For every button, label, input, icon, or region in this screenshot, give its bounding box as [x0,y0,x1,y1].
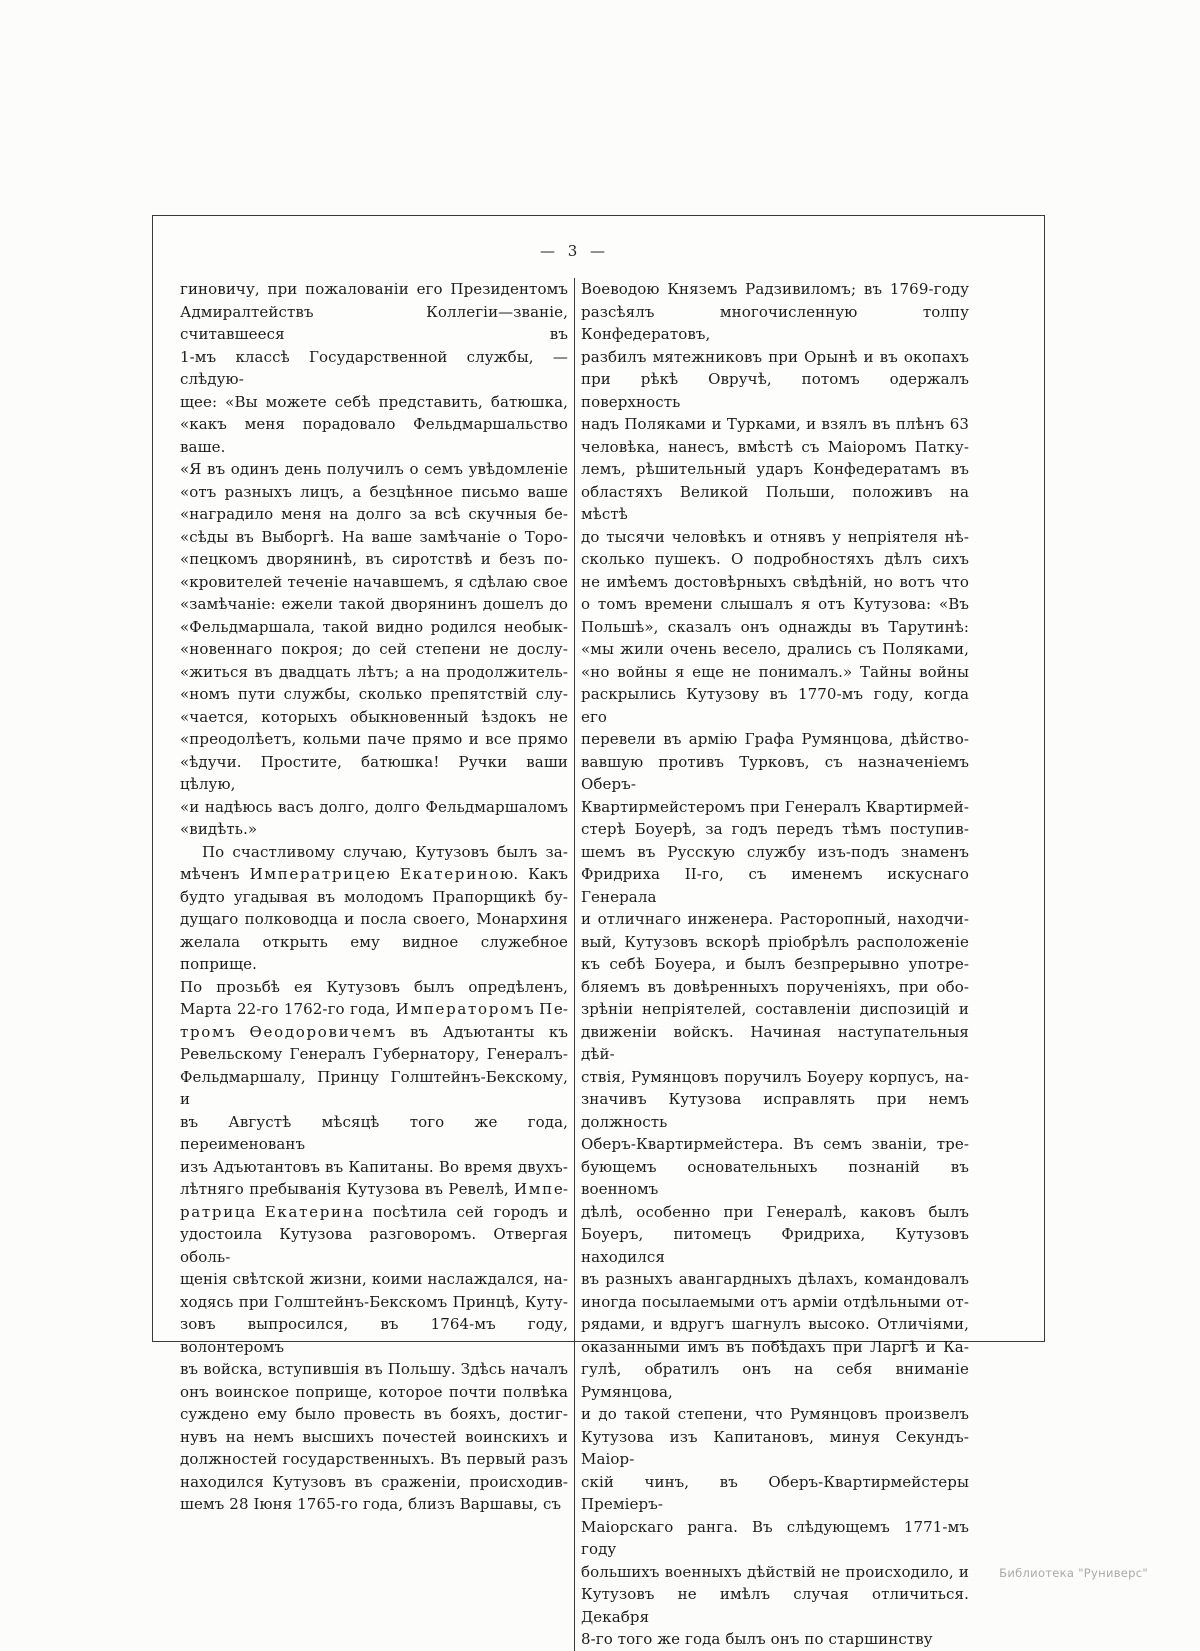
text-line: «кровителей теченіе начавшемъ, я сдѣлаю свое [180,572,568,591]
text-line: «Фельдмаршала, такой видно родился необык- [180,617,568,636]
text-line: Марта 22-го 1762-го года, И м п е р а т о р о м ъ П е- [180,1000,568,1018]
text-line: Маіорскаго ранга. Въ слѣдующемъ 1771-мъ году [581,1517,969,1558]
text-line: областяхъ Великой Польши, положивъ на мѣстѣ [581,482,969,523]
watermark-text: Библиотека "Руниверс" [999,1566,1148,1580]
left-column [180,278,575,1651]
text-line: о томъ времени слышалъ я отъ Кутузова: «Въ [581,595,969,613]
text-line: и до такой степени, что Румянцовъ произвелъ [581,1405,969,1423]
text-line: перевели въ армію Графа Румянцова, дѣйство- [581,730,969,748]
text-line: р а т р и ц а Е к а т е р и н а посѣтила сей городъ и [180,1202,568,1221]
text-line: Ревельскому Генералъ Губернатору, Генералъ- [180,1045,568,1063]
text-line: ствія, Румянцовъ поручилъ Боуеру корпусъ, на- [581,1067,969,1086]
text-line: По прозьбѣ ея Кутузовъ былъ опредѣленъ, [180,977,568,996]
text-line: «преодолѣетъ, кольми паче прямо и все прямо [180,730,568,748]
text-line: въ Августѣ мѣсяцѣ того же года, переименованъ [180,1112,568,1153]
text-line: мѣченъ И м п е р а т р и ц е ю Е к а т е р и н о ю. Какъ [180,865,568,883]
text-line: разбилъ мятежниковъ при Орынѣ и въ окопахъ [581,347,969,366]
text-line: Адмиралтействъ Коллегіи—званіе, считавшееся въ [180,302,568,343]
text-line: «но войны я еще не понималъ.» Тайны войны [581,662,969,681]
text-line: «пецкомъ дворянинѣ, въ сиротствѣ и безъ по- [180,550,568,568]
text-line: стерѣ Боуерѣ, за годъ передъ тѣмъ поступив- [581,820,969,838]
text-line: Кутузовъ не имѣлъ случая отличиться. Декабря [581,1585,969,1626]
text-line: желала открыть ему видное служебное поприще. [180,932,568,973]
text-line: дѣлѣ, особенно при Генералѣ, каковъ былъ [581,1202,969,1221]
text-line: лѣтняго пребыванія Кутузова въ Ревелѣ, И м п е- [180,1180,568,1198]
text-line: суждено ему было провесть въ бояхъ, достиг- [180,1405,568,1423]
text-line: «чается, которыхъ обыкновенный ѣздокъ не [180,707,568,726]
text-columns [180,278,969,1651]
text-line: при рѣкѣ Овручѣ, потомъ одержалъ поверхность [581,370,969,411]
text-line: «мы жили очень весело, дрались съ Поляками, [581,640,969,658]
text-line: должностей государственныхъ. Въ первый разъ [180,1450,568,1468]
text-line: сколько пушекъ. О подробностяхъ дѣлъ сихъ [581,550,969,568]
text-line: значивъ Кутузова исправлять при немъ должность [581,1090,969,1131]
text-line: зовъ выпросился, въ 1764-мъ году, волонтеромъ [180,1315,568,1356]
text-line: движеніи войскъ. Начиная наступательныя дѣй- [581,1022,969,1063]
text-line: щенія свѣтской жизни, коими наслаждался, на- [180,1270,568,1288]
paragraph [180,278,568,841]
text-line: скій чинъ, въ Оберъ-Квартирмейстеры Преміеръ- [581,1472,969,1513]
text-line: бляемъ въ довѣренныхъ порученіяхъ, при обо- [581,977,969,996]
text-line: нувъ на немъ высшихъ почестей воинскихъ и [180,1427,568,1446]
text-line: 1-мъ классѣ Государственной службы, — слѣдую- [180,347,568,388]
text-line: Оберъ-Квартирмейстера. Въ семъ званіи, тре- [581,1135,969,1153]
text-line: и отличнаго инженера. Расторопный, находчи- [581,910,969,928]
text-line: разсѣялъ многочисленную толпу Конфедератовъ, [581,302,969,343]
text-line: «и надѣюсь васъ долго, долго Фельдмаршаломъ [180,797,568,816]
text-line: шемъ 28 Іюня 1765-го года, близъ Варшавы, съ [180,1495,562,1513]
text-line: вавшую противъ Турковъ, съ назначеніемъ Оберъ- [581,752,969,793]
text-line: Кутузова изъ Капитановъ, минуя Секундъ-Маіор- [581,1427,969,1468]
text-line: рядами, и вдругъ шагнулъ высоко. Отличіями, [581,1315,969,1333]
text-line: 8-го того же года былъ онъ по старшинству [581,1630,933,1648]
page-frame [152,215,1045,1648]
text-line: Фельдмаршалу, Принцу Голштейнъ-Бекскому, и [180,1067,568,1108]
text-line: По счастливому случаю, Кутузовъ былъ за- [202,842,568,861]
text-line: «новеннаго покроя; до сей степени не дослу- [180,640,568,658]
text-line: ходясь при Голштейнъ-Бекскомъ Принцѣ, Куту- [180,1292,568,1311]
text-line: удостоила Кутузова разговоромъ. Отвергая оболь- [180,1225,568,1266]
text-line: въ войска, вступившія въ Польшу. Здѣсь началъ [180,1360,568,1378]
text-line: въ разныхъ авангардныхъ дѣлахъ, командовалъ [581,1270,969,1288]
text-line: дущаго полководца и посла своего, Монархиня [180,910,568,928]
text-line: къ себѣ Боуера, и былъ безпрерывно употре- [581,955,969,973]
text-line: «номъ пути службы, сколько препятствій слу- [180,685,568,703]
text-line: Воеводою Княземъ Радзивиломъ; въ 1769-году [581,280,969,298]
text-line: оказанными имъ въ побѣдахъ при Ларгѣ и Ка- [581,1337,969,1356]
text-line: шемъ въ Русскую службу изъ-подъ знаменъ [581,842,969,861]
text-line: гулѣ, обратилъ онъ на себя вниманіе Румянцова, [581,1360,969,1401]
text-line: «житься въ двадцать лѣтъ; а на продолжитель- [180,662,568,681]
text-line: большихъ военныхъ дѣйствій не происходило, и [581,1562,969,1581]
right-column [575,278,969,1651]
text-line: находился Кутузовъ въ сраженіи, происходив- [180,1472,568,1491]
text-line: не имѣемъ достовѣрныхъ свѣдѣній, но вотъ что [581,572,969,591]
text-line: Польшѣ», сказалъ онъ однажды въ Тарутинѣ: [581,617,969,636]
text-line: зрѣніи непріятелей, составленіи диспозицій и [581,1000,969,1018]
text-line: «какъ меня порадовало Фельдмаршальство ваше. [180,415,568,456]
text-line: вый, Кутузовъ вскорѣ пріобрѣлъ расположеніе [581,932,969,951]
text-line: иногда посылаемыми отъ арміи отдѣльными от- [581,1292,969,1311]
text-line: будто угадывая въ молодомъ Прапорщикѣ бу- [180,887,568,906]
text-line: Боуеръ, питомецъ Фридриха, Кутузовъ находился [581,1225,969,1266]
text-line: изъ Адъютантовъ въ Капитаны. Во время двухъ- [180,1157,568,1176]
text-line: бующемъ основательныхъ познаній въ военномъ [581,1157,969,1198]
text-line: онъ воинское поприще, которое почти полвѣка [180,1382,568,1401]
paragraph [180,841,568,1516]
text-line: щее: «Вы можете себѣ представить, батюшка, [180,392,568,411]
text-line: Фридриха II-го, съ именемъ искуснаго Генерала [581,865,969,906]
text-line: Квартирмейстеромъ при Генералъ Квартирмей- [581,797,969,816]
page-number: — 3 — [539,242,610,260]
text-line: «замѣчаніе: ежели такой дворянинъ дошелъ до [180,595,568,613]
text-line: т р о м ъ Ѳ е о д о р о в и ч е м ъ въ Адъютанты къ [180,1022,568,1041]
text-line: гиновичу, при пожалованіи его Президентомъ [180,280,568,298]
text-line: «наградило меня на долго за всѣ скучныя бе- [180,505,568,523]
text-line: «видѣть.» [180,820,258,838]
text-line: до тысячи человѣкъ и отнявъ у непріятеля нѣ- [581,527,969,546]
text-line: раскрылись Кутузову въ 1770-мъ году, когда его [581,685,969,726]
text-line: «сѣды въ Выборгѣ. На ваше замѣчаніе о Торо- [180,527,568,546]
text-line: надъ Поляками и Турками, и взялъ въ плѣнъ 63 [581,415,969,433]
text-line: лемъ, рѣшительный ударъ Конфедератамъ въ [581,460,969,478]
text-line: «Я въ одинъ день получилъ о семъ увѣдомленіе [180,460,568,478]
text-line: человѣка, нанесъ, вмѣстѣ съ Маіоромъ Патку- [581,437,969,456]
text-line: «отъ разныхъ лицъ, а безцѣнное письмо ваше [180,482,568,501]
paragraph [581,278,969,1651]
text-line: «ѣдучи. Простите, батюшка! Ручки ваши цѣлую, [180,752,568,793]
